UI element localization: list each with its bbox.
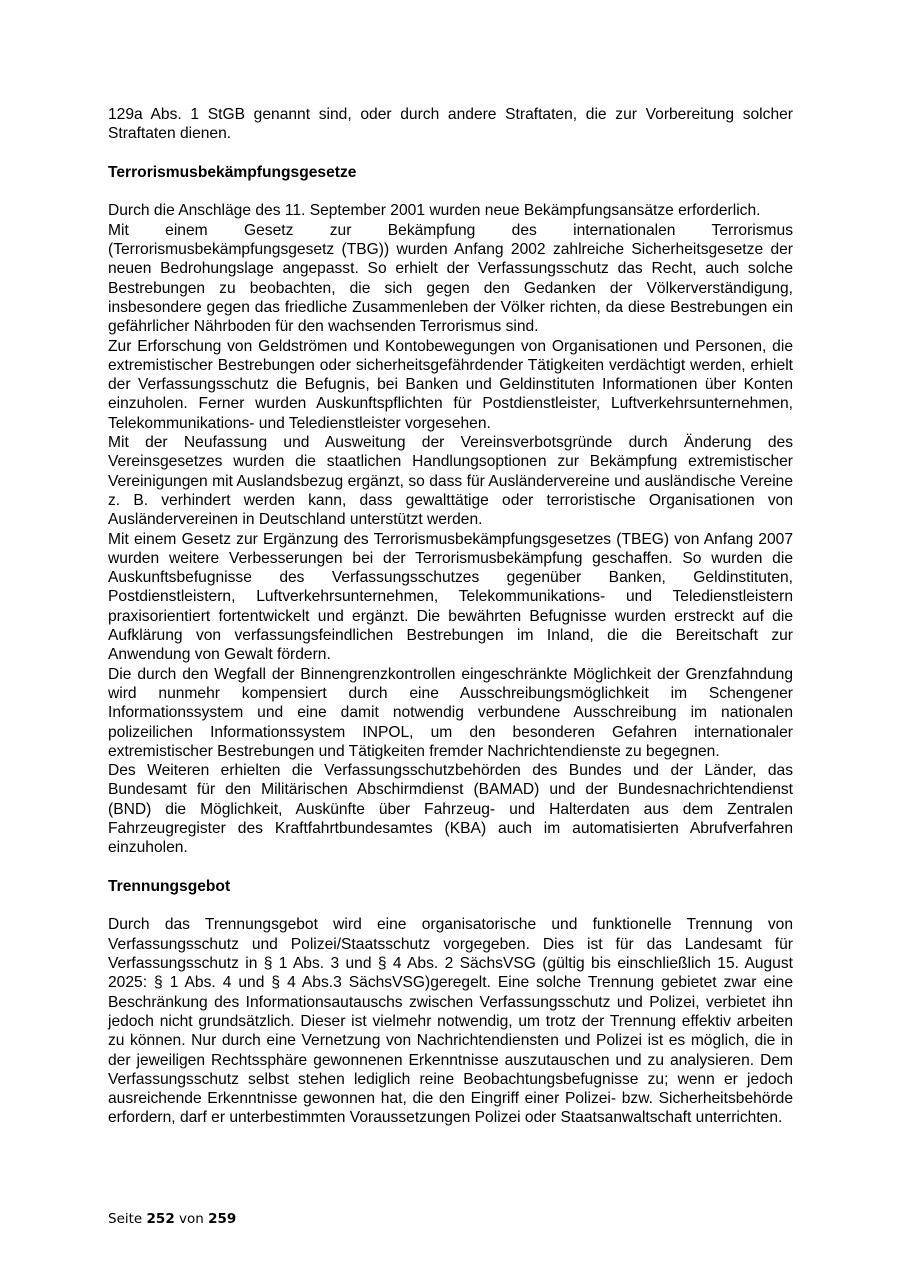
paragraph: Die durch den Wegfall der Binnengrenzkontrollen eingeschränkte Möglichkeit der Grenzfahndung wird nunmehr kompensiert durch eine Ausschreibungsmöglichkeit im Schengener Informationssystem und eine damit notwendig verbundene Ausschreibung im nationalen polizeilichen Informationssystem INPOL, um den besonderen Gefahren internationaler extremistischer Bestrebungen und Tätigkeiten fremder Nachrichtendienste zu begegnen. xyxy=(108,665,793,760)
paragraph: Zur Erforschung von Geldströmen und Kontobewegungen von Organisationen und Personen, die extremistischer Bestrebungen oder sicherheitsgefährdender Tätigkeiten verdächtigt werden, erhielt der Verfassungsschutz die Befugnis, bei Banken und Geldinstituten Informationen über Konten einzuholen. Ferner wurden Auskunftspflichten für Postdienstleister, Luftverkehrsunternehmen, Telekommunikations- und Teledienstleister vorgesehen. xyxy=(108,337,793,432)
current-page-number: 252 xyxy=(146,1211,175,1227)
paragraph: Des Weiteren erhielten die Verfassungsschutzbehörden des Bundes und der Länder, das Bundesamt für den Militärischen Abschirmdienst (BAMAD) und der Bundesnachrichtendienst (BND) die Möglichkeit, Auskünfte über Fahrzeug- und Halterdaten aus dem Zentralen Fahrzeugregister des Kraftfahrtbundesamtes (KBA) auch im automatisierten Abrufverfahren einzuholen. xyxy=(108,762,793,857)
paragraph: Durch die Anschläge des 11. September 2001 wurden neue Bekämpfungsansätze erforderlich. xyxy=(108,202,761,220)
paragraph: Mit einem Gesetz zur Ergänzung des Terrorismusbekämpfungsgesetzes (TBEG) von Anfang 2007 wurden weitere Verbesserungen bei der Terrorismusbekämpfung geschaffen. So wurden die Auskunftsbefugnisse des Verfassungsschutzes gegenüber Banken, Geldinstituten, Postdienstleistern, Luftverkehrsunternehmen, Telekommunikations- und Teledienstleistern praxisorientiert fortentwickelt und ergänzt. Die bewährten Befugnisse wurden erstreckt auf die Aufklärung von verfassungsfeindlichen Bestrebungen im Inland, die die Bereitschaft zur Anwendung von Gewalt fördern. xyxy=(108,530,793,664)
paragraph: Mit einem Gesetz zur Bekämpfung des internationalen Terrorismus (Terrorismusbekämpfungsgesetz (TBG)) wurden Anfang 2002 zahlreiche Sicherheitsgesetze der neuen Bedrohungslage angepasst. So erhielt der Verfassungsschutz das Recht, auch solche Bestrebungen zu beobachten, die sich gegen den Gedanken der Völkerverständigung, insbesondere gegen das friedliche Zusammenleben der Völker richten, da diese Bestrebungen ein gefährlicher Nährboden für den wachsenden Terrorismus sind. xyxy=(108,221,793,336)
total-pages-number: 259 xyxy=(208,1211,237,1227)
paragraph: Durch das Trennungsgebot wird eine organisatorische und funktionelle Trennung von Verfassungsschutz und Polizei/Staatsschutz vorgegeben. Dies ist für das Landesamt für Verfassungsschutz in § 1 Abs. 3 und § 4 Abs. 2 SächsVSG (gültig bis einschließlich 15. August 2025: § 1 Abs. 4 und § 4 Abs.3 SächsVSG)geregelt. Eine solche Trennung gebietet zwar eine Beschränkung des Informationsautauschs zwischen Verfassungsschutz und Polizei, verbietet ihn jedoch nicht grundsätzlich. Dieser ist vielmehr notwendig, um trotz der Trennung effektiv arbeiten zu können. Nur durch eine Vernetzung von Nachrichtendiensten und Polizei ist es möglich, die in der jeweiligen Rechtssphäre gewonnenen Erkenntnisse auszutauschen und zu analysieren. Dem Verfassungsschutz selbst stehen lediglich reine Beobachtungsbefugnisse zu; wenn er jedoch ausreichende Erkenntnisse gewonnen hat, die den Eingriff einer Polizei- bzw. Sicherheitsbehörde erfordern, darf er unterbestimmten Voraussetzungen Polizei oder Staatsanwaltschaft unterrichten. xyxy=(108,916,793,1127)
section-heading-trennungsgebot: Trennungsgebot xyxy=(108,877,231,895)
section-heading-terrorismusbekaempfungsgesetze: Terrorismusbekämpfungsgesetze xyxy=(108,163,357,181)
document-body xyxy=(108,105,793,1128)
footer-separator: von xyxy=(179,1211,204,1227)
footer-prefix: Seite xyxy=(108,1211,143,1227)
paragraph: Mit der Neufassung und Ausweitung der Vereinsverbotsgründe durch Änderung des Vereinsgesetzes wurden die staatlichen Handlungsoptionen zur Bekämpfung extremistischer Vereinigungen mit Auslandsbezug ergänzt, so dass für Ausländervereine und ausländische Vereine z. B. verhindert werden kann, dass gewalttätige oder terroristische Organisationen von Ausländervereinen in Deutschland unterstützt werden. xyxy=(108,434,793,529)
page-footer xyxy=(108,1211,236,1227)
intro-paragraph: 129a Abs. 1 StGB genannt sind, oder durch andere Straftaten, die zur Vorbereitung solcher Straftaten dienen. xyxy=(108,106,793,143)
